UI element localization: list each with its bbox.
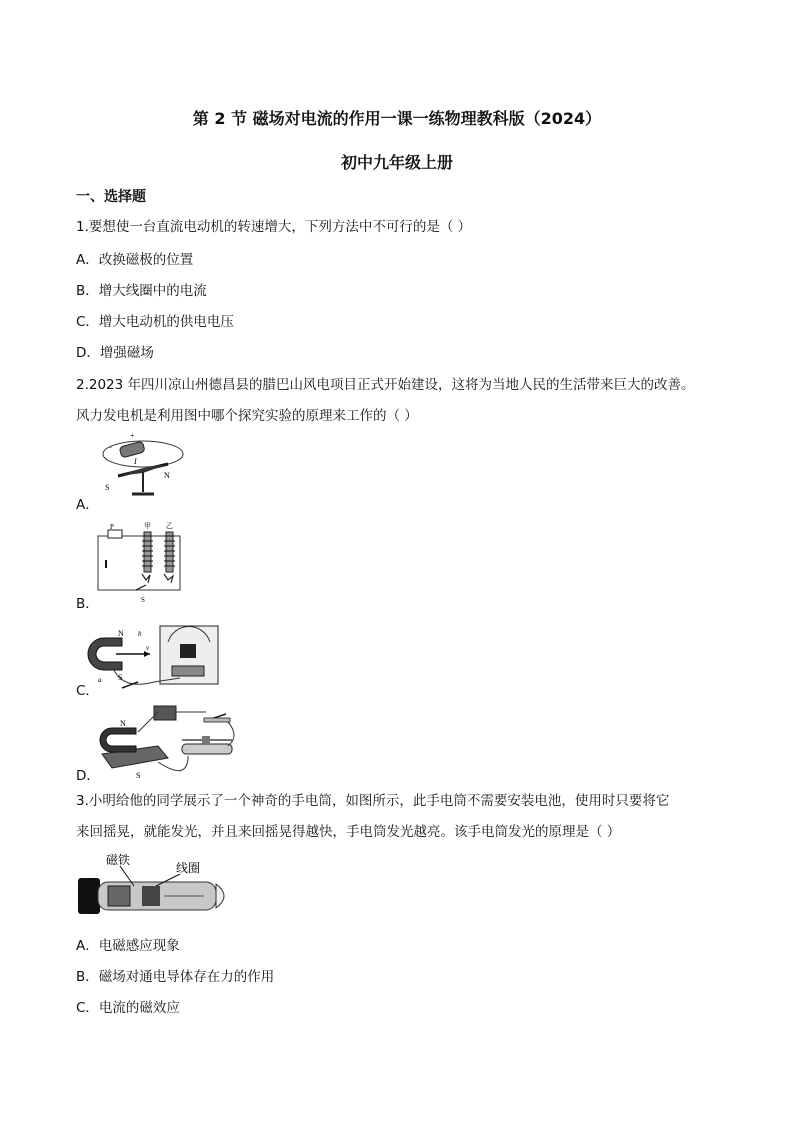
fig-d-label-n: N xyxy=(120,719,126,728)
q1-option-c: C．增大电动机的供电电压 xyxy=(76,314,234,330)
fig-c-label-b: b xyxy=(138,630,142,638)
section-heading: 一、选择题 xyxy=(76,189,146,205)
q3-label-coil: 线圈 xyxy=(176,861,201,875)
q3-option-b: B．磁场对通电导体存在力的作用 xyxy=(76,969,275,985)
fig-a-label-i: I xyxy=(134,457,137,466)
fig-a-label-n: N xyxy=(164,471,170,480)
fig-b-label-p: P xyxy=(110,523,114,531)
q1-option-b: B．增大线圈中的电流 xyxy=(76,283,207,299)
fig-a-label-plus: + xyxy=(130,431,135,440)
q2-figure-d xyxy=(98,702,248,780)
q2-option-c: C． xyxy=(76,683,99,699)
fig-c-label-a: a xyxy=(98,676,102,684)
fig-b-label-s: S xyxy=(141,596,145,604)
q2-option-b: B． xyxy=(76,596,99,612)
page-title: 第 2 节 磁场对电流的作用一课一练物理教科版（2024） xyxy=(192,109,602,128)
q3-label-magnet: 磁铁 xyxy=(106,853,131,867)
q3-stem-line2: 来回摇晃，就能发光，并且来回摇晃得越快，手电筒发光越亮。该手电筒发光的原理是（ ） xyxy=(76,824,621,840)
fig-c-label-s: S xyxy=(118,673,123,682)
q2-figure-b xyxy=(96,522,196,604)
q2-option-a: A． xyxy=(76,497,99,513)
q2-stem-line2: 风力发电机是利用图中哪个探究实验的原理来工作的（ ） xyxy=(76,408,418,424)
q3-flashlight-figure xyxy=(76,852,240,920)
q3-stem-line1: 3.小明给他的同学展示了一个神奇的手电筒，如图所示，此手电筒不需要安装电池，使用时只要将它 xyxy=(76,793,670,809)
fig-c-label-n: N xyxy=(118,629,124,638)
fig-b-label-yi: 乙 xyxy=(166,522,173,530)
q2-figure-c xyxy=(94,622,226,694)
q2-figure-a xyxy=(98,432,188,510)
fig-b-label-jia: 甲 xyxy=(144,522,151,530)
q3-option-c: C．电流的磁效应 xyxy=(76,1000,180,1016)
page-subtitle: 初中九年级上册 xyxy=(340,153,453,172)
q3-option-a: A．电磁感应现象 xyxy=(76,938,180,954)
fig-a-label-s: S xyxy=(105,483,110,492)
q1-option-a: A．改换磁极的位置 xyxy=(76,252,194,268)
q2-stem-line1: 2.2023 年四川凉山州德昌县的腊巴山风电项目正式开始建设，这将为当地人民的生活带来巨大的改善。 xyxy=(76,377,695,393)
fig-c-label-v: v xyxy=(146,644,150,652)
fig-d-label-s: S xyxy=(136,771,141,780)
q2-option-d: D． xyxy=(76,768,100,784)
q1-stem: 1.要想使一台直流电动机的转速增大，下列方法中不可行的是（ ） xyxy=(76,219,472,235)
fig-a-label-minus: − xyxy=(108,443,113,452)
q1-option-d: D．增强磁场 xyxy=(76,345,154,361)
